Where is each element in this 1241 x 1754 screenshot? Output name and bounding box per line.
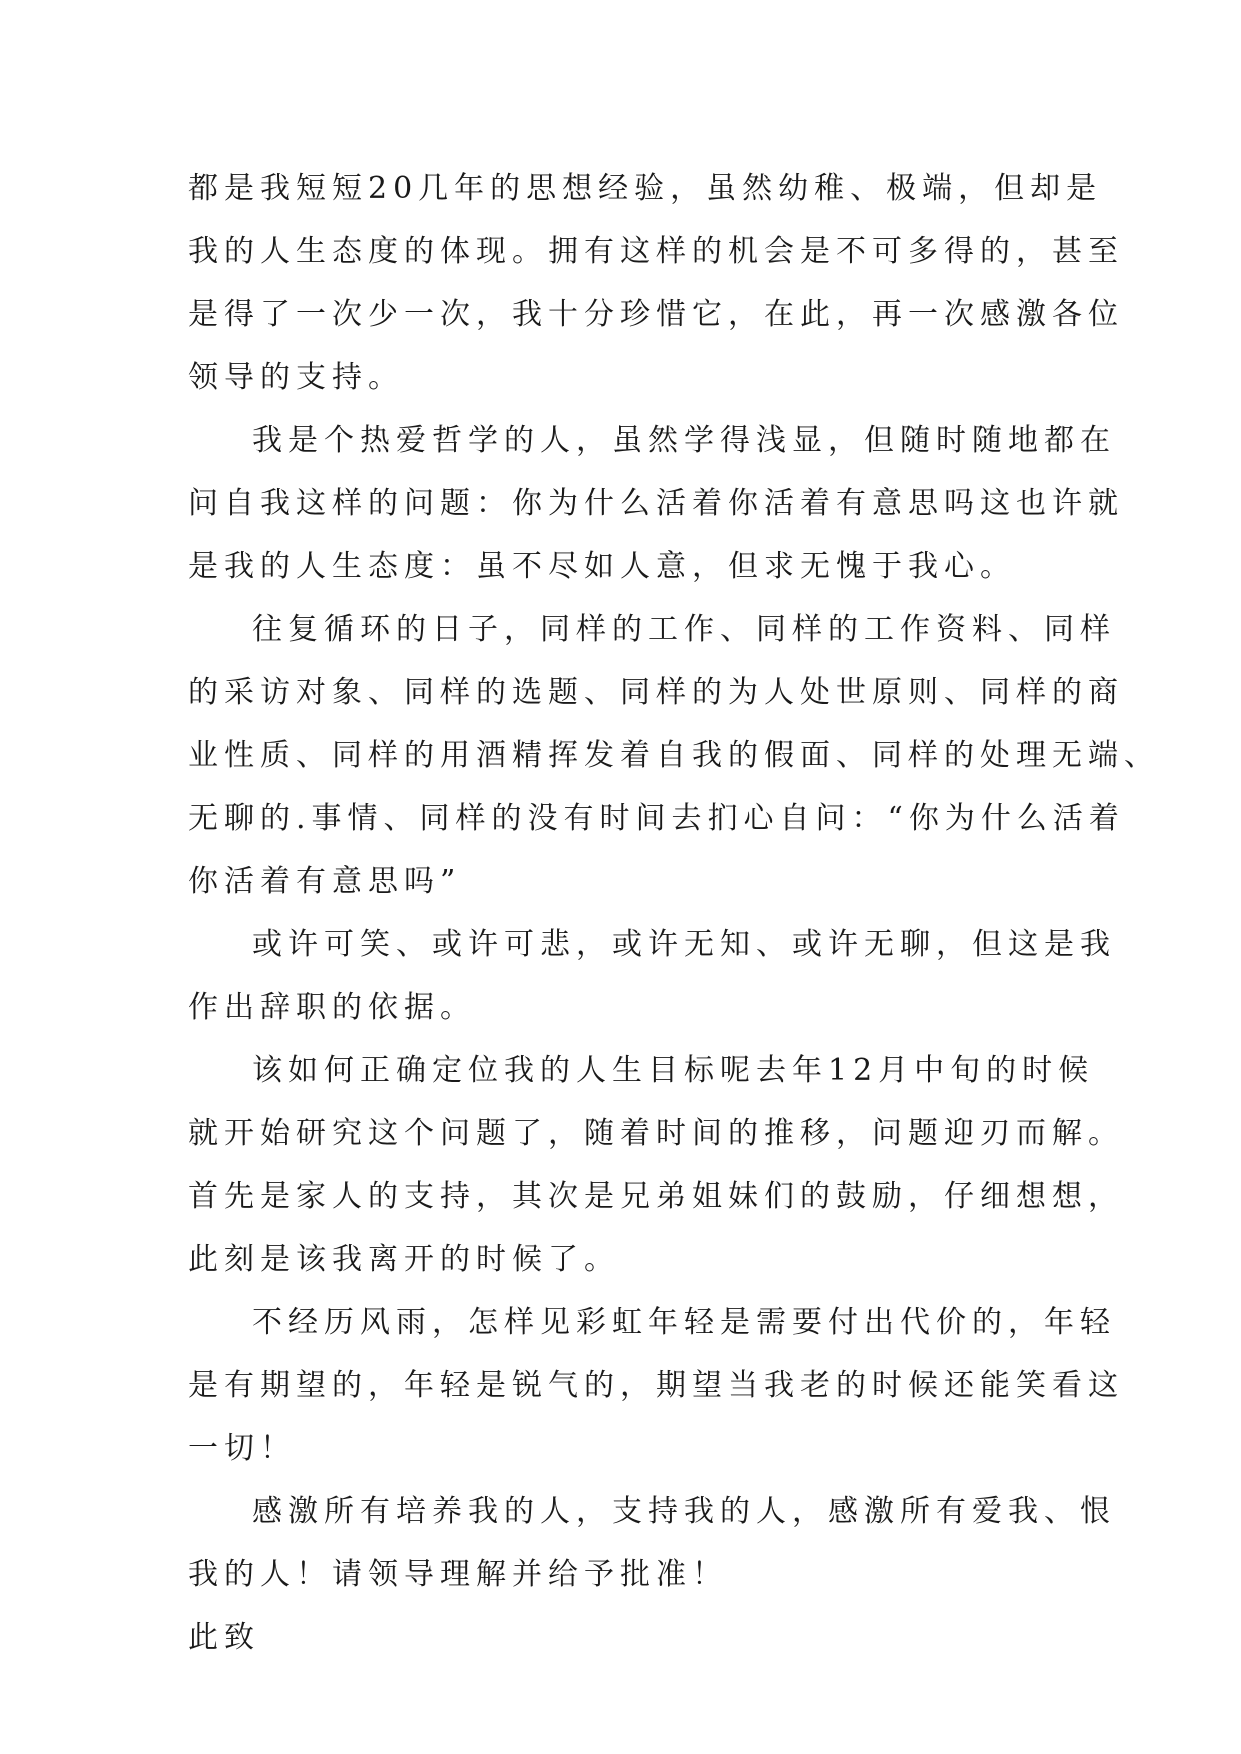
text-line: 我的人生态度的体现。拥有这样的机会是不可多得的，甚至 [188, 234, 1124, 269]
text-line: 我的人！请领导理解并给予批准！ [188, 1557, 728, 1592]
paragraph-start-line: 不经历风雨，怎样见彩虹年轻是需要付出代价的，年轻 [252, 1305, 1116, 1340]
text-line: 首先是家人的支持，其次是兄弟姐妹们的鼓励，仔细想想， [188, 1179, 1124, 1214]
text-line: 此刻是该我离开的时候了。 [188, 1242, 620, 1277]
text-line: 就开始研究这个问题了，随着时间的推移，问题迎刃而解。 [188, 1116, 1124, 1151]
text-line: 你活着有意思吗” [188, 864, 462, 899]
text-line: 问自我这样的问题：你为什么活着你活着有意思吗这也许就 [188, 486, 1124, 521]
paragraph-start-line: 感激所有培养我的人，支持我的人，感激所有爱我、恨 [252, 1494, 1116, 1529]
text-line: 是我的人生态度：虽不尽如人意，但求无愧于我心。 [188, 549, 1016, 584]
paragraph-start-line: 往复循环的日子，同样的工作、同样的工作资料、同样 [252, 612, 1116, 647]
text-line: 作出辞职的依据。 [188, 990, 476, 1025]
text-line: 的采访对象、同样的选题、同样的为人处世原则、同样的商 [188, 675, 1124, 710]
paragraph-start-line: 或许可笑、或许可悲，或许无知、或许无聊，但这是我 [252, 927, 1116, 962]
text-line: 是得了一次少一次，我十分珍惜它，在此，再一次感激各位 [188, 297, 1124, 332]
paragraph-start-line: 我是个热爱哲学的人，虽然学得浅显，但随时随地都在 [252, 423, 1116, 458]
paragraph-start-line: 该如何正确定位我的人生目标呢去年12月中旬的时候 [252, 1053, 1095, 1088]
text-line: 业性质、同样的用酒精挥发着自我的假面、同样的处理无端、 [188, 738, 1160, 773]
text-line: 领导的支持。 [188, 360, 404, 395]
document-body [188, 157, 1160, 1669]
closing-salutation: 此致 [188, 1620, 260, 1655]
text-line: 一切！ [188, 1431, 296, 1466]
text-line: 无聊的.事情、同样的没有时间去扪心自问：“你为什么活着 [188, 801, 1125, 836]
text-line: 都是我短短20几年的思想经验，虽然幼稚、极端，但却是 [188, 171, 1103, 206]
text-line: 是有期望的，年轻是锐气的，期望当我老的时候还能笑看这 [188, 1368, 1124, 1403]
